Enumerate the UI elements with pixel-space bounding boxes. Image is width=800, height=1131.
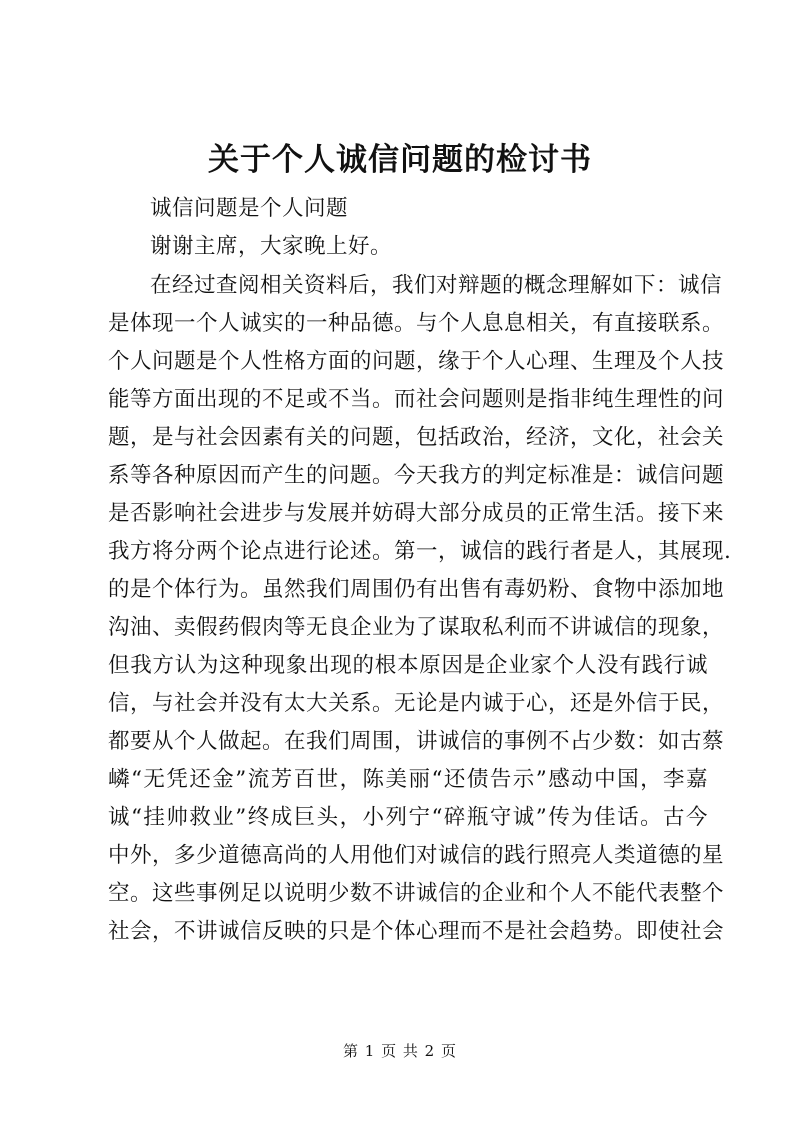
- paragraph-line-subtitle: 诚信问题是个人问题: [150, 196, 349, 221]
- paragraph-line: 但我方认为这种现象出现的根本原因是企业家个人没有践行诚: [108, 653, 708, 678]
- paragraph-line: 沟油、卖假药假肉等无良企业为了谋取私利而不讲诚信的现象，: [108, 615, 725, 640]
- paragraph-line: 空。这些事例足以说明少数不讲诚信的企业和个人不能代表整个: [108, 881, 725, 906]
- paragraph-line: 社会，不讲诚信反映的只是个体心理而不是社会趋势。即使社会: [108, 919, 725, 944]
- page-indicator: 第 1 页 共 2 页: [343, 1042, 457, 1060]
- paragraph-line: 嶙“无凭还金”流芳百世，陈美丽“还债告示”感动中国，李嘉: [108, 767, 708, 792]
- paragraph-line: 的是个体行为。虽然我们周围仍有出售有毒奶粉、食物中添加地: [108, 577, 725, 602]
- paragraph-line: 是体现一个人诚实的一种品德。与个人息息相关，有直接联系。: [108, 311, 725, 336]
- paragraph-line: 题，是与社会因素有关的问题，包括政治，经济，文化，社会关: [108, 425, 725, 450]
- paragraph-line-greeting: 谢谢主席，大家晚上好。: [150, 234, 393, 259]
- document-title: 关于个人诚信问题的检讨书: [208, 142, 592, 178]
- paragraph-line: 我方将分两个论点进行论述。第一，诚信的践行者是人，其展现.: [108, 539, 732, 564]
- paragraph-line: 诚“挂帅救业”终成巨头，小列宁“碎瓶守诚”传为佳话。古今: [108, 805, 708, 830]
- paragraph-line: 在经过查阅相关资料后，我们对辩题的概念理解如下：诚信: [150, 273, 723, 298]
- paragraph-line: 中外，多少道德高尚的人用他们对诚信的践行照亮人类道德的星: [108, 843, 725, 868]
- paragraph-line: 都要从个人做起。在我们周围，讲诚信的事例不占少数：如古蔡: [108, 729, 725, 754]
- paragraph-line: 是否影响社会进步与发展并妨碍大部分成员的正常生活。接下来: [108, 501, 725, 526]
- paragraph-line: 系等各种原因而产生的问题。今天我方的判定标准是：诚信问题: [108, 463, 725, 488]
- paragraph-line: 个人问题是个人性格方面的问题，缘于个人心理、生理及个人技: [108, 349, 725, 374]
- paragraph-line: 信，与社会并没有太大关系。无论是内诚于心，还是外信于民，: [108, 691, 725, 716]
- paragraph-line: 能等方面出现的不足或不当。而社会问题则是指非纯生理性的问: [108, 387, 725, 412]
